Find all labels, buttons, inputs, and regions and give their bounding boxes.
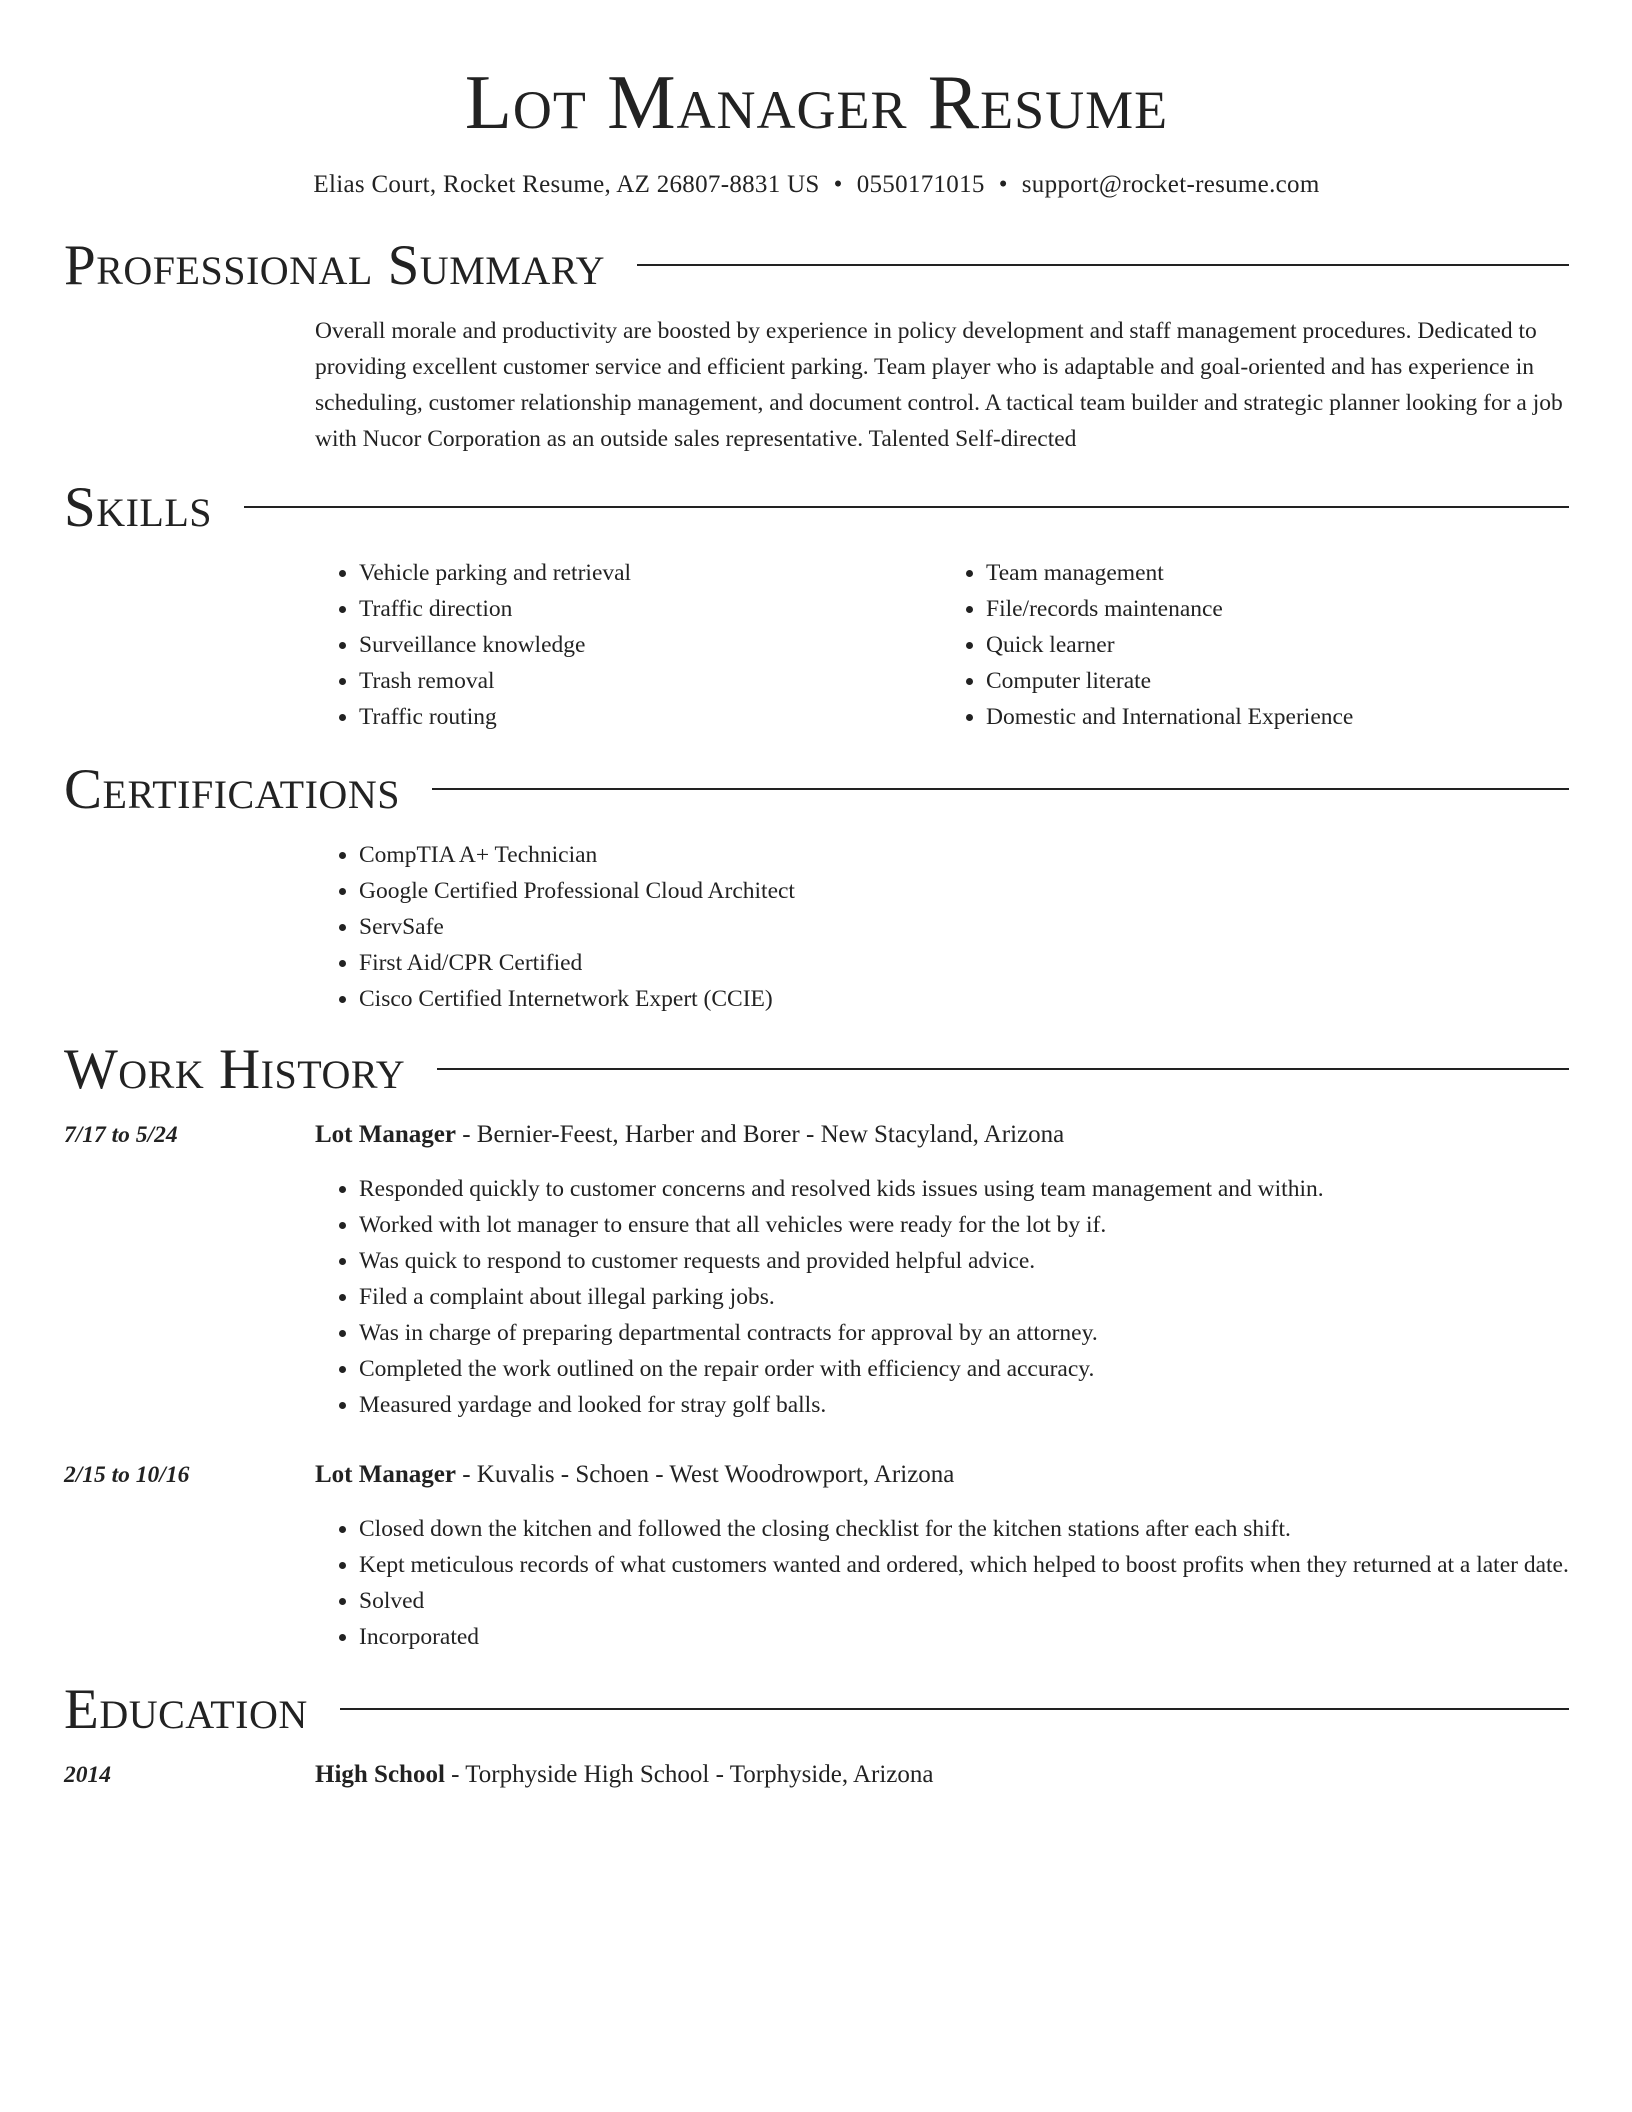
job-bullets <box>315 1511 1569 1655</box>
job-dates: 7/17 to 5/24 <box>64 1122 178 1148</box>
contact-address: Elias Court, Rocket Resume, AZ 26807-8831 US <box>313 171 820 198</box>
job-bullet: • Solved <box>359 1583 1569 1619</box>
certification-item: • First Aid/CPR Certified <box>359 945 1569 981</box>
education-title-line <box>315 1757 933 1793</box>
work-history-heading: Work History <box>64 1037 406 1101</box>
summary-text: Overall morale and productivity are boosted by experience in policy development and staff management procedures. Dedicated to providing excellent customer service and efficient parking. Team player who is adaptable and goal-oriented and has experience in scheduling, customer relationship management, and document control. A tactical team builder and strategic planner looking for a job with Nucor Corporation as an outside sales representative. Talented Self-directed <box>315 318 1563 452</box>
skill-item: • Team management <box>986 555 1569 591</box>
section-divider <box>244 506 1569 508</box>
skills-heading: Skills <box>64 475 213 539</box>
summary-section <box>64 235 1569 457</box>
job-title: Lot Manager <box>315 1461 456 1488</box>
job-bullet: • Was quick to respond to customer requests and provided helpful advice. <box>359 1243 1569 1279</box>
skill-item: • Surveillance knowledge <box>359 627 942 663</box>
skill-item: • Traffic routing <box>359 699 942 735</box>
section-divider <box>637 264 1569 266</box>
summary-header <box>64 235 1569 295</box>
job-title: Lot Manager <box>315 1121 456 1148</box>
education-header <box>64 1679 1569 1739</box>
education-section <box>64 1679 1569 1793</box>
certification-item: • Cisco Certified Internetwork Expert (CCIE) <box>359 981 1569 1017</box>
skill-item: • Trash removal <box>359 663 942 699</box>
contact-separator: • <box>998 171 1008 198</box>
job-bullet: • Was in charge of preparing departmental contracts for approval by an attorney. <box>359 1315 1569 1351</box>
certification-item: • Google Certified Professional Cloud Architect <box>359 873 1569 909</box>
job-dates: 2/15 to 10/16 <box>64 1462 190 1488</box>
education-year: 2014 <box>64 1762 111 1788</box>
certification-item: • ServSafe <box>359 909 1569 945</box>
skill-item: • Quick learner <box>986 627 1569 663</box>
resume-title: Lot Manager Resume <box>464 59 1169 145</box>
job-bullet: • Completed the work outlined on the repair order with efficiency and accuracy. <box>359 1351 1569 1387</box>
section-divider <box>437 1068 1569 1070</box>
skills-list <box>315 555 1569 735</box>
skills-column-right <box>942 555 1569 735</box>
job-entry <box>64 1117 1569 1153</box>
contact-separator: • <box>833 171 843 198</box>
contact-phone: 0550171015 <box>856 171 985 198</box>
skills-section <box>64 477 1569 735</box>
section-divider <box>432 788 1569 790</box>
job-title-line <box>315 1117 1064 1153</box>
job-bullet: • Kept meticulous records of what customers wanted and ordered, which helped to boost profits when they returned at a later date. <box>359 1547 1569 1583</box>
job-bullet: • Responded quickly to customer concerns and resolved kids issues using team management and within. <box>359 1171 1569 1207</box>
skill-item: • Computer literate <box>986 663 1569 699</box>
job-bullet: • Incorporated <box>359 1619 1569 1655</box>
education-heading: Education <box>64 1677 308 1741</box>
contact-email: support@rocket-resume.com <box>1021 171 1320 198</box>
education-entry <box>64 1757 1569 1793</box>
certifications-list <box>315 837 1569 1017</box>
certifications-section <box>64 759 1569 1017</box>
job-title-line <box>315 1457 954 1493</box>
job-bullet: • Filed a complaint about illegal parking jobs. <box>359 1279 1569 1315</box>
skills-header <box>64 477 1569 537</box>
work-history-header <box>64 1039 1569 1099</box>
education-details: - Torphyside High School - Torphyside, Arizona <box>444 1761 934 1788</box>
job-bullet: • Worked with lot manager to ensure that all vehicles were ready for the lot by if. <box>359 1207 1569 1243</box>
job-bullet: • Measured yardage and looked for stray golf balls. <box>359 1387 1569 1423</box>
job-bullets <box>315 1171 1569 1423</box>
job-bullet: • Closed down the kitchen and followed the closing checklist for the kitchen stations after each shift. <box>359 1511 1569 1547</box>
certifications-header <box>64 759 1569 819</box>
job-entry <box>64 1457 1569 1493</box>
education-degree: High School <box>315 1761 445 1788</box>
work-history-section <box>64 1039 1569 1655</box>
skill-item: • Traffic direction <box>359 591 942 627</box>
summary-heading: Professional Summary <box>64 233 606 297</box>
skill-item: • Vehicle parking and retrieval <box>359 555 942 591</box>
skills-column-left <box>315 555 942 735</box>
job-details: - Kuvalis - Schoen - West Woodrowport, Arizona <box>455 1461 955 1488</box>
job-details: - Bernier-Feest, Harber and Borer - New Stacyland, Arizona <box>455 1121 1065 1148</box>
section-divider <box>340 1708 1569 1710</box>
skill-item: • File/records maintenance <box>986 591 1569 627</box>
skill-item: • Domestic and International Experience <box>986 699 1569 735</box>
contact-line <box>64 171 1569 199</box>
certification-item: • CompTIA A+ Technician <box>359 837 1569 873</box>
certifications-heading: Certifications <box>64 757 400 821</box>
